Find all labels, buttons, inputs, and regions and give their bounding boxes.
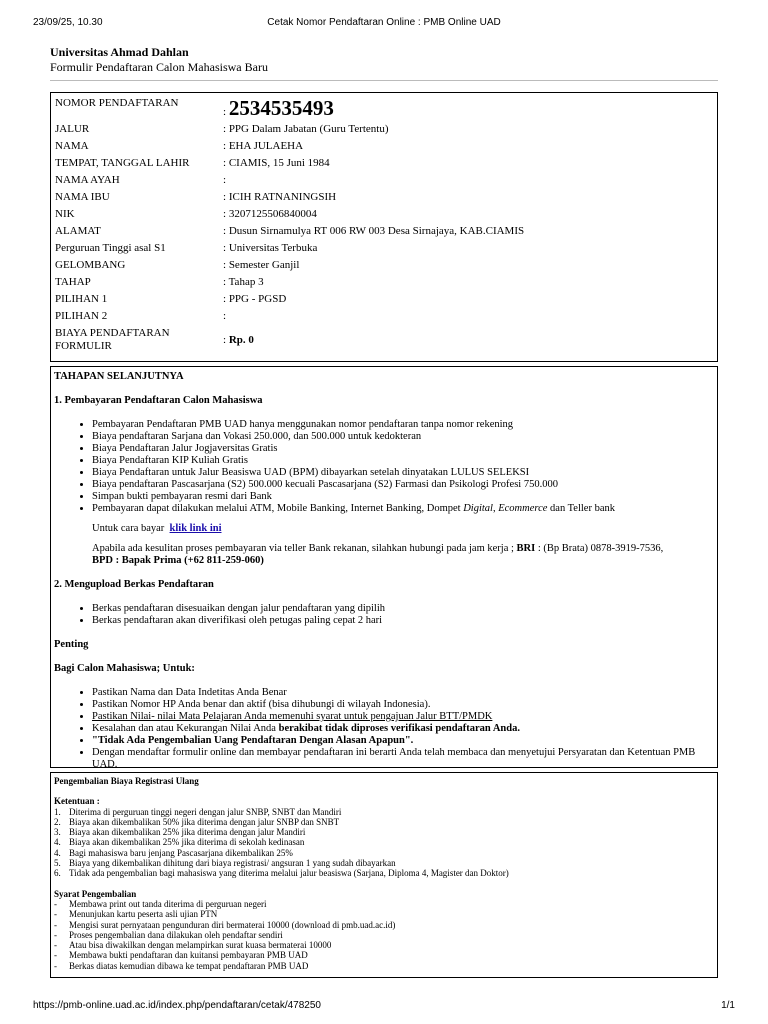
list-item: - Proses pengembalian dana dilakukan oleh pendaftar sendiri	[54, 929, 283, 940]
candidate-heading: Bagi Calon Mahasiswa; Untuk:	[54, 663, 195, 674]
list-item: • Berkas pendaftaran akan diverifikasi oleh petugas paling cepat 2 hari	[92, 615, 712, 627]
registration-fee: Rp. 0	[228, 333, 254, 346]
ketentuan-title: Ketentuan :	[54, 796, 100, 807]
table-row: NIK : 3207125506840004	[55, 208, 524, 225]
table-row: ALAMAT : Dusun Sirnamulya RT 006 RW 003 Desa Sirnajaya, KAB.CIAMIS	[55, 225, 524, 242]
row-value: Dusun Sirnamulya RT 006 RW 003 Desa Sirnajaya, KAB.CIAMIS	[228, 225, 525, 237]
row-value: EHA JULAEHA	[228, 140, 304, 152]
row-value: ICIH RATNANINGSIH	[228, 191, 337, 203]
table-row: NOMOR PENDAFTARAN : 2534535493	[55, 97, 524, 123]
next-steps-title: TAHAPAN SELANJUTNYA	[54, 371, 184, 382]
row-label: ALAMAT	[55, 225, 101, 237]
syarat-title: Syarat Pengembalian	[54, 888, 137, 899]
payment-guide-link[interactable]: klik link ini	[169, 523, 222, 534]
institution-header	[50, 45, 268, 75]
row-label: TAHAP	[55, 276, 91, 288]
table-row: Perguruan Tinggi asal S1 : Universitas Terbuka	[55, 242, 524, 259]
table-row: TEMPAT, TANGGAL LAHIR : CIAMIS, 15 Juni 1984	[55, 157, 524, 174]
list-item: • Biaya Pendaftaran untuk Jalur Beasiswa UAD (BPM) dibayarkan setelah dinyatakan LULUS SELEKSI	[92, 467, 712, 479]
print-url: https://pmb-online.uad.ac.id/index.php/pendaftaran/cetak/478250	[33, 1000, 321, 1011]
list-item: • Simpan bukti pembayaran resmi dari Bank	[92, 491, 712, 503]
table-row: PILIHAN 2 :	[55, 310, 524, 327]
list-item: • Biaya Pendaftaran KIP Kuliah Gratis	[92, 455, 712, 467]
row-label: NAMA	[55, 140, 89, 152]
table-row: JALUR : PPG Dalam Jabatan (Guru Tertentu)	[55, 123, 524, 140]
institution-name: Universitas Ahmad Dahlan	[50, 45, 189, 59]
row-label: TEMPAT, TANGGAL LAHIR	[55, 157, 190, 169]
registration-info-box	[50, 92, 718, 362]
row-label: Perguruan Tinggi asal S1	[55, 242, 166, 254]
refund-box	[50, 772, 718, 978]
table-row: PILIHAN 1 : PPG - PGSD	[55, 293, 524, 310]
list-item: 3. Biaya akan dikembalikan 25% jika diterima dengan jalur Mandiri	[54, 827, 306, 838]
header-divider	[50, 80, 718, 81]
list-item: • Pastikan Nilai- nilai Mata Pelajaran Anda memenuhi syarat untuk pengajuan Jalur BTT/PMDK	[92, 711, 712, 723]
list-item: • Biaya pendaftaran Pascasarjana (S2) 500.000 kecuali Pascasarjana (S2) Farmasi dan Psikologi Profesi 750.000	[92, 479, 712, 491]
list-item: • Pastikan Nama dan Data Indetitas Anda Benar	[92, 687, 712, 699]
next-steps-box	[50, 366, 718, 768]
list-item: • Pembayaran Pendaftaran PMB UAD hanya menggunakan nomor pendaftaran tanpa nomor rekening	[92, 419, 712, 431]
section-title: 2. Mengupload Berkas Pendaftaran	[54, 579, 214, 590]
list-item: • Biaya Pendaftaran Jalur Jogjaversitas Gratis	[92, 443, 712, 455]
row-label: PILIHAN 2	[55, 310, 108, 322]
registration-number: 2534535493	[228, 96, 334, 120]
list-item: • Pastikan Nomor HP Anda benar dan aktif (bisa dihubungi di wilayah Indonesia).	[92, 699, 712, 711]
row-value: CIAMIS, 15 Juni 1984	[228, 157, 330, 169]
print-datetime: 23/09/25, 10.30	[33, 17, 103, 28]
row-value: Tahap 3	[228, 276, 264, 288]
upload-list	[54, 603, 712, 627]
table-row: NAMA : EHA JULAEHA	[55, 140, 524, 157]
print-page-title: Cetak Nomor Pendaftaran Online : PMB Online UAD	[267, 17, 501, 28]
list-item: • Pembayaran dapat dilakukan melalui ATM, Mobile Banking, Internet Banking, Dompet Digital, Ecommerce dan Teller bank	[92, 503, 712, 515]
list-item: - Atau bisa diwakilkan dengan melampirkan surat kuasa bermaterai 10000	[54, 940, 332, 951]
registration-table	[55, 97, 524, 353]
list-item: • Berkas pendaftaran disesuaikan dengan jalur pendaftaran yang dipilih	[92, 603, 712, 615]
row-label: NIK	[55, 208, 75, 220]
row-value: 3207125506840004	[228, 208, 317, 220]
list-item: • Biaya pendaftaran Sarjana dan Vokasi 250.000, dan 500.000 untuk kedokteran	[92, 431, 712, 443]
row-value: Universitas Terbuka	[228, 242, 318, 254]
row-value: Semester Ganjil	[228, 259, 300, 271]
row-label: GELOMBANG	[55, 259, 126, 271]
candidate-list	[54, 687, 712, 771]
row-label: NOMOR PENDAFTARAN	[55, 97, 179, 109]
list-item: - Menunjukan kartu peserta asli ujian PTN	[54, 909, 218, 920]
row-label: BIAYA PENDAFTARAN FORMULIR	[55, 327, 170, 352]
list-item: • Kesalahan dan atau Kekurangan Nilai Anda berakibat tidak diproses verifikasi pendaftaran Anda.	[92, 723, 712, 735]
table-row: BIAYA PENDAFTARAN FORMULIR : Rp. 0	[55, 327, 254, 352]
print-page-number: 1/1	[721, 1000, 735, 1011]
row-value: PPG - PGSD	[228, 293, 287, 305]
list-item: • "Tidak Ada Pengembalian Uang Pendaftaran Dengan Alasan Apapun".	[92, 735, 712, 747]
list-item: 1. Diterima di perguruan tinggi negeri dengan jalur SNBP, SNBT dan Mandiri	[54, 806, 342, 817]
row-label: PILIHAN 1	[55, 293, 108, 305]
list-item: 4. Bagi mahasiswa baru jenjang Pascasarjana dikembalikan 25%	[54, 847, 293, 858]
list-item: 6. Tidak ada pengembalian bagi mahasiswa yang diterima melalui jalur beasiswa (Sarjana, Diploma 4, Magister dan Doktor)	[54, 868, 509, 879]
payment-howto: Untuk cara bayar klik link ini	[92, 523, 222, 534]
form-title: Formulir Pendaftaran Calon Mahasiswa Baru	[50, 60, 268, 74]
important-heading: Penting	[54, 639, 89, 650]
row-label: JALUR	[55, 123, 90, 135]
list-item: 2. Biaya akan dikembalikan 50% jika diterima dengan jalur SNBP dan SNBT	[54, 816, 340, 827]
list-item: - Membawa print out tanda diterima di perguruan negeri	[54, 898, 267, 909]
table-row: GELOMBANG : Semester Ganjil	[55, 259, 524, 276]
payment-list	[54, 419, 712, 515]
list-item: - Membawa bukti pendaftaran dan kuitansi pembayaran PMB UAD	[54, 950, 308, 961]
refund-title: Pengembalian Biaya Registrasi Ulang	[54, 776, 199, 786]
row-value: PPG Dalam Jabatan (Guru Tertentu)	[228, 123, 389, 135]
list-item: - Berkas diatas kemudian dibawa ke tempat pendaftaran PMB UAD	[54, 960, 309, 971]
list-item: 4. Biaya akan dikembalikan 25% jika diterima di sekolah kedinasan	[54, 837, 305, 848]
list-item: • Dengan mendaftar formulir online dan membayar pendaftaran ini berarti Anda telah membaca dan menyetujui Persyaratan dan Ketentuan PMB UAD.	[92, 747, 712, 771]
section-title: 1. Pembayaran Pendaftaran Calon Mahasiswa	[54, 395, 263, 406]
row-label: NAMA IBU	[55, 191, 110, 203]
table-row: NAMA AYAH :	[55, 174, 524, 191]
teller-info: Apabila ada kesulitan proses pembayaran via teller Bank rekanan, silahkan hubungi pada jam kerja ; BRI : (Bp Brata) 0878-3919-7536,	[92, 543, 664, 554]
bpd-contact: BPD : Bapak Prima (+62 811-259-060)	[92, 555, 264, 566]
list-item: - Mengisi surat pernyataan pengunduran diri bermaterai 10000 (download di pmb.uad.ac.id)	[54, 919, 396, 930]
table-row: TAHAP : Tahap 3	[55, 276, 524, 293]
table-row: NAMA IBU : ICIH RATNANINGSIH	[55, 191, 524, 208]
list-item: 5. Biaya yang dikembalikan dihitung dari biaya registrasi/ angsuran 1 yang sudah dibayarkan	[54, 858, 396, 869]
row-label: NAMA AYAH	[55, 174, 120, 186]
